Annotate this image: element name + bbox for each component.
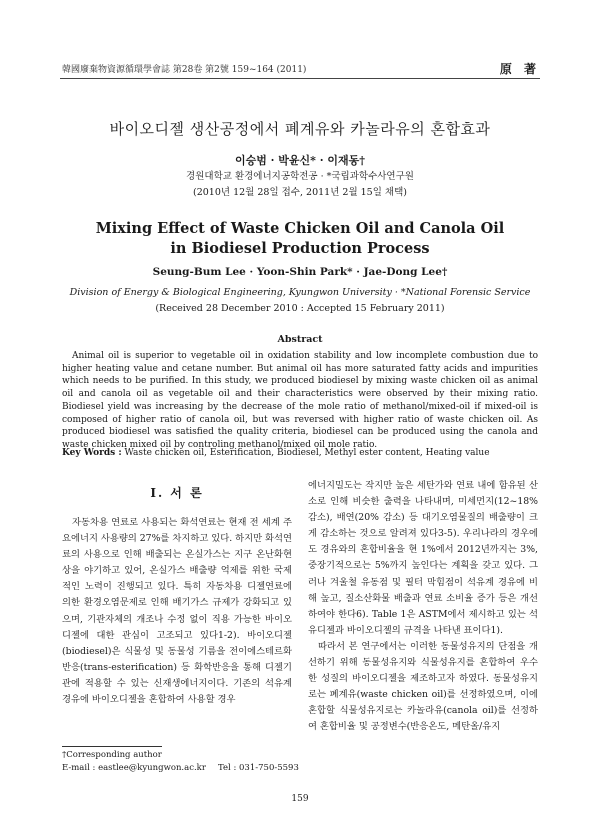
keywords xyxy=(62,448,538,458)
intro-paragraph-1: 자동차용 연료로 사용되는 화석연료는 현재 전 세계 주요에너지 사용량의 27%를 차지하고 있다. 하지만 화석연료의 사용으로 인해 배출되는 온실가스는 지구 온난화현상을 야기하고 있어, 온실가스 배출량 억제를 위한 국제적인 노력이 진행되고 있다. 특히 자동차용 디젤연료에 의한 환경오염문제로 인해 배기가스 규제가 강화되고 있으며, 기관자체의 개조나 수정 없이 직용 가능한 바이오디젤에 대한 관심이 고조되고 있다1-2). 바이오디젤(biodiesel)은 식물성 및 동물성 기름을 전이에스테르화 반응(trans-esterification) 등 화학반응을 통해 디젤기관에 적용할 수 있는 신재생에너지이다. 기존의 석유계 경유에 바이오디젤을 혼합하여 사용할 경우 xyxy=(62,517,292,706)
english-title-line2: in Biodiesel Production Process xyxy=(170,240,430,257)
korean-dates: (2010년 12월 28일 접수, 2011년 2월 15일 채택) xyxy=(192,187,407,198)
english-title xyxy=(0,219,600,259)
header-rule xyxy=(60,78,540,79)
author-email: E-mail : eastlee@kyungwon.ac.kr xyxy=(62,763,206,773)
english-authors: Seung-Bum Lee · Yoon-Shin Park* · Jae-Dong Lee† xyxy=(152,266,448,278)
right-column xyxy=(308,478,538,736)
korean-affiliation: 경원대학교 환경에너지공학전공 · *국립과학수사연구원 xyxy=(186,171,414,182)
abstract-heading: Abstract xyxy=(277,334,323,345)
left-column xyxy=(62,478,292,708)
english-title-line1: Mixing Effect of Waste Chicken Oil and Canola Oil xyxy=(95,220,505,237)
intro-paragraph-2: 에너지밀도는 작지만 높은 세탄가와 연료 내에 함유된 산소로 인해 비슷한 출력을 나타내며, 미세먼지(12~18% 감소), 배연(20% 감소) 등 대기오염물질의 배출량이 크게 감소하는 것으로 알려져 있다3-5). 우리나라의 경우에도 경유와의 혼합비율을 현 1%에서 2012년까지는 3%, 중장기적으로는 5%까지 높인다는 계획을 갖고 있다. 그러나 겨울철 유동점 및 필터 막힘점이 석유계 경유에 비해 높고, 질소산화물 배출과 연료 소비율 증가 등은 개선하여야 한다6). Table 1은 ASTM에서 제시하고 있는 석유디젤과 바이오디젤의 규격을 나타낸 표이다1). xyxy=(308,480,538,636)
korean-authors: 이승범 · 박윤신* · 이재동† xyxy=(234,154,366,167)
journal-citation: 韓國廢棄物資源循環學會誌 第28卷 第2號 159~164 (2011) xyxy=(62,65,307,75)
abstract-text: Animal oil is superior to vegetable oil in oxidation stability and low incomplete combustion due to higher heating value and cetane number. But animal oil has more saturated fatty acids and impurities which needs to be purified. In this study, we produced biodiesel by mixing waste chicken oil as animal oil and canola oil as vegetable oil and their characteristics were observed by their mixing ratio. Biodiesel yield was increasing by the decrease of the mole ratio of methanol/mixed-oil if mixed-oil is composed of higher ratio of canola oil, but was reversed with higher ratio of waste chicken oil. As produced biodiesel was satisfied the quality criteria, biodiesel can be produced using the canola and waste chicken mixed oil by controling methanol/mixed oil mole ratio. xyxy=(62,351,538,450)
keywords-text: Waste chicken oil, Esterification, Biodiesel, Methyl ester content, Heating value xyxy=(124,448,490,458)
author-tel: Tel : 031-750-5593 xyxy=(218,763,299,773)
article-type-label: 原 著 xyxy=(499,62,540,76)
page-number: 159 xyxy=(291,794,309,804)
keywords-label: Key Words : xyxy=(62,448,122,458)
english-dates: (Received 28 December 2010 : Accepted 15 February 2011) xyxy=(155,303,445,314)
corresponding-author: †Corresponding author xyxy=(62,750,162,760)
footnote-rule xyxy=(62,746,162,747)
korean-title: 바이오디젤 생산공정에서 폐계유와 카놀라유의 혼합효과 xyxy=(109,120,491,138)
section-heading: I. 서 론 xyxy=(150,486,204,500)
english-affiliation: Division of Energy & Biological Engineering, Kyungwon University · *National Forensic Service xyxy=(69,287,531,298)
intro-paragraph-3: 따라서 본 연구에서는 이러한 동물성유지의 단점을 개선하기 위해 동물성유지와 식물성유지를 혼합하여 우수한 성질의 바이오디젤을 제조하고자 하였다. 동물성유지로는 폐계유(waste chicken oil)를 선정하였으며, 이에 혼합할 식물성유지로는 카놀라유(canola oil)를 선정하여 혼합비율 및 공정변수(반응온도, 메탄올/유지 xyxy=(308,640,538,733)
